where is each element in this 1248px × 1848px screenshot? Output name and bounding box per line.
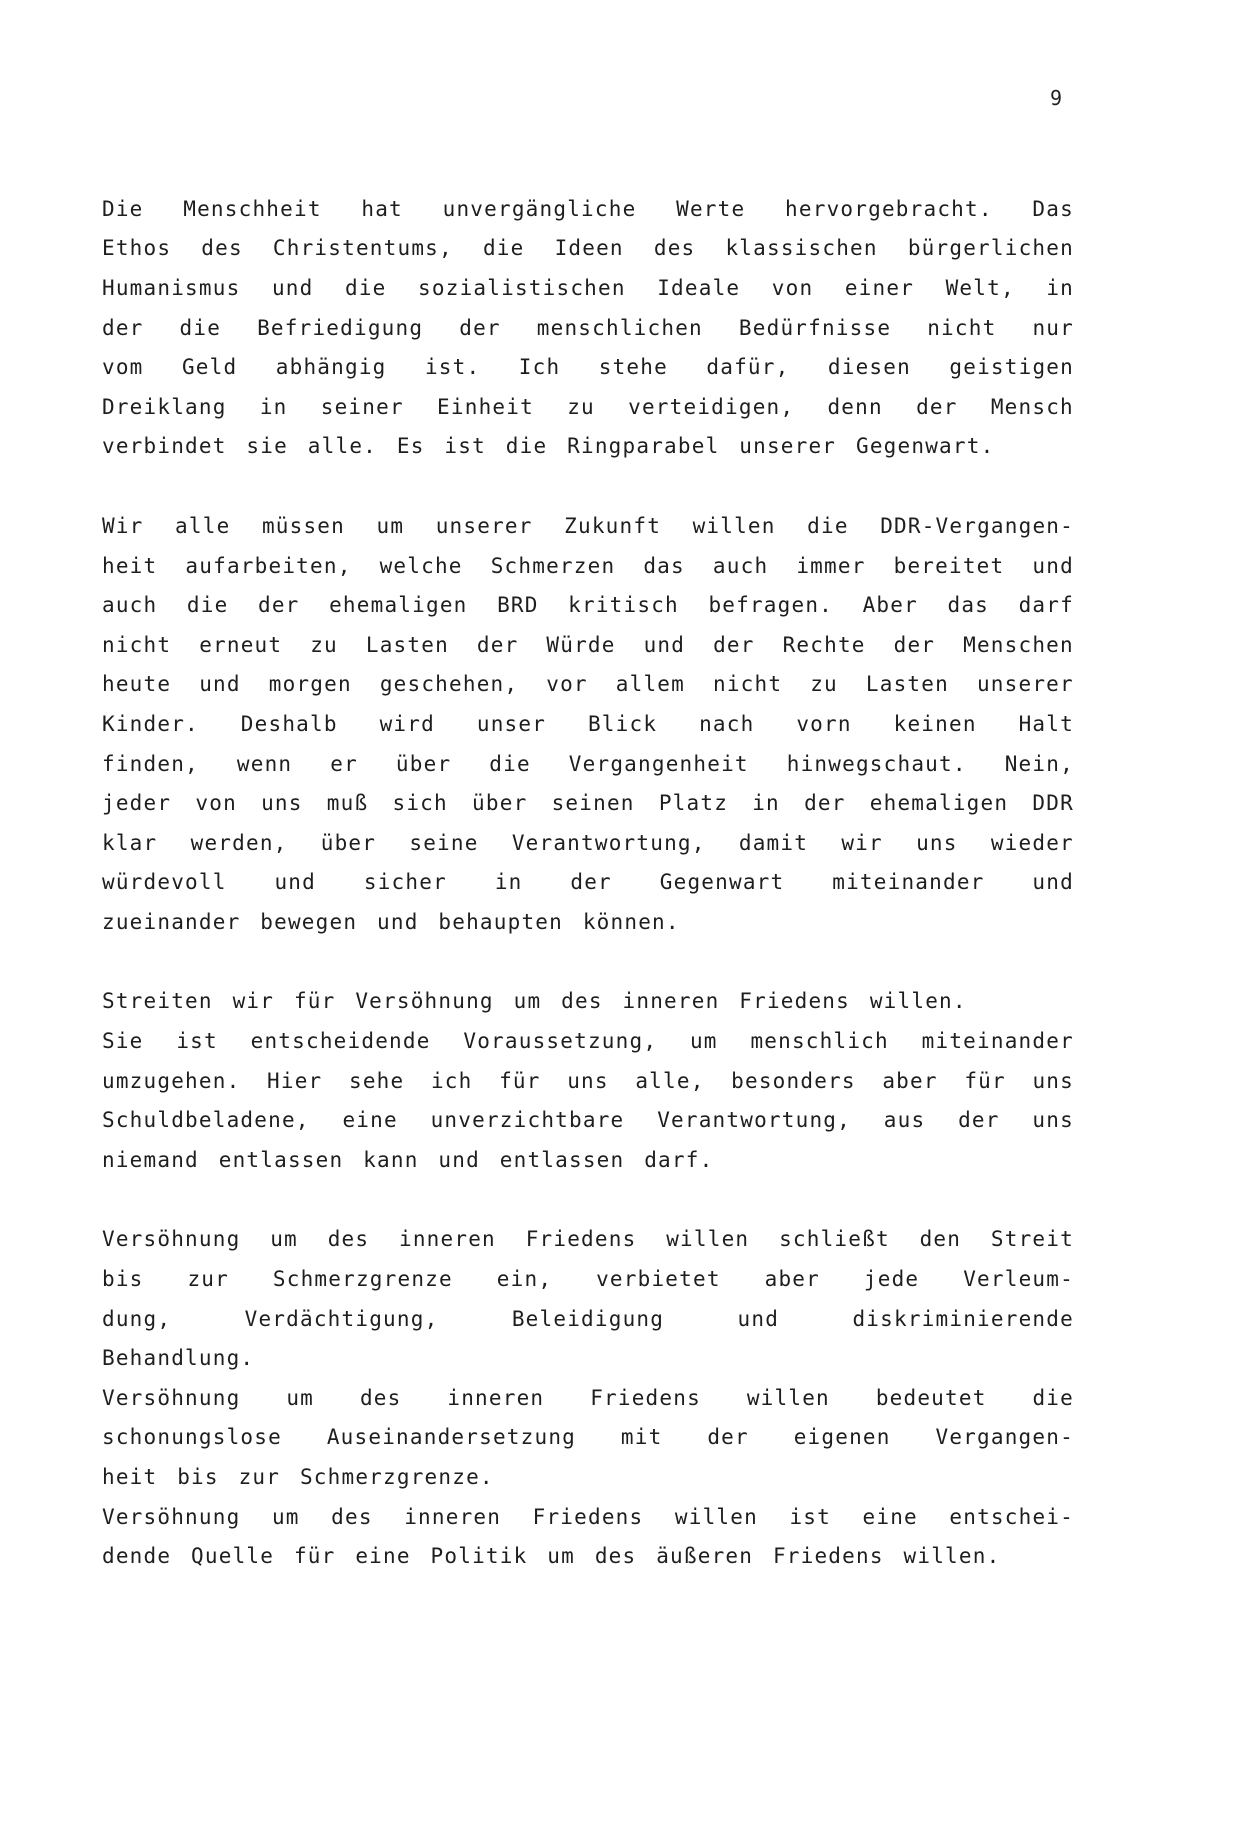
word: willen — [674, 1504, 758, 1529]
word: finden, — [102, 751, 199, 776]
word: unvergängliche — [442, 196, 637, 221]
word: die — [1032, 1385, 1074, 1410]
text-line — [102, 387, 1074, 427]
word: um — [270, 1227, 298, 1252]
text-line — [102, 268, 1074, 308]
word: alle, — [635, 1068, 705, 1093]
word: Platz — [658, 791, 729, 816]
word: Befriedigung — [257, 315, 424, 340]
word: willen — [692, 513, 776, 538]
word: Werte — [676, 196, 746, 221]
word: abhängig — [275, 355, 387, 380]
body-text — [102, 189, 1074, 1616]
word: und — [199, 672, 241, 697]
word: der — [102, 315, 144, 340]
word: denn — [827, 394, 883, 419]
text-line — [102, 229, 1074, 269]
word: Rechte — [782, 632, 866, 657]
word: Kinder. — [102, 711, 199, 736]
word: auch — [102, 593, 158, 618]
word: Gegenwart — [659, 870, 785, 895]
word: und — [737, 1306, 780, 1331]
word: des — [653, 236, 696, 261]
word: verbietet — [596, 1267, 721, 1292]
word: um — [376, 513, 405, 538]
word: willen — [746, 1385, 830, 1410]
text-line — [102, 1061, 1074, 1101]
text-line — [102, 1259, 1074, 1299]
text-line — [102, 1021, 1074, 1061]
word: seinen — [551, 791, 635, 816]
word: Blick — [587, 711, 658, 736]
word: uns — [1032, 1068, 1074, 1093]
word: entschei- — [949, 1504, 1074, 1529]
word: uns — [1032, 1108, 1074, 1133]
word: Schmerzen — [490, 553, 616, 578]
word: menschlich — [750, 1029, 889, 1054]
text-line — [102, 823, 1074, 863]
word: bereitet — [893, 553, 1005, 578]
word: Friedens — [525, 1227, 637, 1252]
text-line — [102, 1497, 1074, 1537]
word: Mensch — [990, 394, 1074, 419]
word: die — [489, 751, 531, 776]
word: Verantwortung, — [511, 830, 706, 855]
word: dung, — [102, 1306, 172, 1331]
word: unserer — [976, 672, 1074, 697]
word: Versöhnung — [102, 1227, 241, 1252]
word: und — [643, 632, 686, 657]
text-line: heit bis zur Schmerzgrenze. — [102, 1465, 494, 1490]
word: Streit — [990, 1227, 1074, 1252]
word: wieder — [990, 830, 1074, 855]
word: muß — [326, 791, 369, 816]
text-line — [102, 546, 1074, 586]
word: der — [707, 1425, 749, 1450]
word: inneren — [404, 1504, 502, 1529]
word: auch — [712, 553, 769, 578]
word: ist — [789, 1504, 831, 1529]
word: vor — [546, 672, 588, 697]
word: Auseinandersetzung — [326, 1425, 577, 1450]
word: Geld — [181, 355, 238, 380]
word: der — [916, 394, 958, 419]
text-line — [102, 783, 1074, 823]
word: der — [713, 632, 755, 657]
word: Verdächtigung, — [244, 1306, 439, 1331]
word: Schmerzgrenze — [272, 1267, 453, 1292]
word: Würde — [546, 632, 616, 657]
word: der — [476, 632, 519, 657]
text-line — [102, 1100, 1074, 1140]
word: diskriminierende — [852, 1306, 1074, 1331]
word: welche — [379, 553, 463, 578]
paragraph — [102, 982, 1074, 1180]
word: bedeutet — [875, 1385, 987, 1410]
word: sozialistischen — [418, 275, 626, 300]
word: schonungslose — [102, 1425, 282, 1450]
word: Verleum- — [963, 1267, 1074, 1292]
word: heit — [102, 553, 158, 578]
word: für — [499, 1068, 541, 1093]
word: er — [330, 751, 358, 776]
word: stehe — [598, 355, 668, 380]
word: Voraussetzung, — [463, 1029, 658, 1054]
word: die — [186, 593, 229, 618]
word: hat — [361, 196, 403, 221]
word: Sie — [102, 1029, 144, 1054]
word: von — [195, 791, 237, 816]
word: miteinander — [921, 1029, 1074, 1054]
word: des — [359, 1385, 402, 1410]
word: des — [331, 1504, 373, 1529]
word: darf — [1018, 593, 1074, 618]
word: nicht — [102, 632, 172, 657]
word: das — [643, 553, 685, 578]
word: Welt, — [945, 275, 1015, 300]
text-line — [102, 189, 1074, 229]
word: aber — [882, 1068, 938, 1093]
word: Dreiklang — [102, 394, 227, 419]
word: nur — [1032, 315, 1074, 340]
word: Schuldbeladene, — [102, 1108, 310, 1133]
word: der — [893, 632, 936, 657]
word: über — [320, 830, 377, 855]
word: und — [271, 275, 314, 300]
word: miteinander — [832, 870, 985, 895]
word: eine — [862, 1504, 918, 1529]
word: klar — [102, 830, 158, 855]
word: in — [494, 870, 523, 895]
word: bürgerlichen — [907, 236, 1074, 261]
text-line — [102, 863, 1074, 903]
text-line — [102, 1378, 1074, 1418]
word: der — [958, 1108, 1000, 1133]
word: Verantwortung, — [657, 1108, 851, 1133]
word: jeder — [102, 791, 172, 816]
text-line — [102, 347, 1074, 387]
word: um — [286, 1385, 315, 1410]
word: müssen — [261, 513, 345, 538]
word: Christentums, — [272, 236, 453, 261]
paragraph — [102, 1220, 1074, 1576]
word: in — [1046, 275, 1074, 300]
word: menschlichen — [536, 315, 703, 340]
word: Das — [1032, 196, 1074, 221]
word: ich — [430, 1068, 473, 1093]
word: der — [804, 791, 846, 816]
word: Friedens — [532, 1504, 644, 1529]
word: ist — [176, 1029, 218, 1054]
word: nach — [699, 711, 755, 736]
word: ein, — [496, 1267, 553, 1292]
word: über — [395, 751, 452, 776]
text-line — [102, 585, 1074, 625]
paragraph — [102, 506, 1074, 942]
word: würdevoll — [102, 870, 227, 895]
word: uns — [567, 1068, 609, 1093]
word: hervorgebracht. — [785, 196, 993, 221]
word: Ich — [518, 355, 561, 380]
text-line — [102, 744, 1074, 784]
word: heute — [102, 672, 172, 697]
word: eine — [342, 1108, 398, 1133]
word: Die — [102, 196, 144, 221]
word: uns — [261, 791, 303, 816]
text-line — [102, 1220, 1074, 1260]
word: befragen. — [708, 593, 834, 618]
word: wir — [841, 830, 883, 855]
word: geschehen, — [379, 672, 519, 697]
word: nicht — [927, 315, 997, 340]
page-number: 9 — [1050, 86, 1063, 110]
word: Hier — [267, 1068, 323, 1093]
text-line: Behandlung. — [102, 1346, 255, 1371]
word: BRD — [497, 593, 539, 618]
word: verteidigen, — [628, 394, 795, 419]
word: der — [258, 593, 300, 618]
word: alle — [175, 513, 231, 538]
word: Vergangenheit — [568, 751, 749, 776]
text-line — [102, 625, 1074, 665]
word: die — [807, 513, 849, 538]
text-line — [102, 1418, 1074, 1458]
word: hinwegschaut. — [786, 751, 967, 776]
text-line: niemand entlassen kann und entlassen darf. — [102, 1147, 714, 1172]
word: das — [947, 593, 990, 618]
word: unserer — [435, 513, 533, 538]
word: DDR — [1032, 791, 1074, 816]
word: Wir — [102, 513, 144, 538]
word: Menschheit — [183, 196, 322, 221]
word: Halt — [1018, 711, 1074, 736]
text-line — [102, 704, 1074, 744]
word: einer — [844, 275, 915, 300]
word: unser — [476, 711, 547, 736]
word: seine — [409, 830, 479, 855]
word: inneren — [447, 1385, 545, 1410]
word: Friedens — [590, 1385, 701, 1410]
word: aber — [764, 1267, 820, 1292]
word: sicher — [363, 870, 447, 895]
word: in — [752, 791, 780, 816]
word: keinen — [893, 711, 977, 736]
word: Einheit — [437, 394, 534, 419]
word: Beleidigung — [511, 1306, 665, 1331]
word: eigenen — [793, 1425, 891, 1450]
word: Menschen — [963, 632, 1074, 657]
paragraph — [102, 189, 1074, 466]
word: schließt — [779, 1227, 890, 1252]
word: der — [570, 870, 612, 895]
word: und — [1032, 870, 1074, 895]
word: für — [964, 1068, 1006, 1093]
word: in — [259, 394, 288, 419]
word: inneren — [399, 1227, 496, 1252]
word: Lasten — [865, 672, 949, 697]
word: umzugehen. — [102, 1068, 241, 1093]
word: klassischen — [725, 236, 878, 261]
word: nicht — [713, 672, 783, 697]
word: wenn — [236, 751, 293, 776]
word: Lasten — [365, 632, 449, 657]
word: Humanismus — [102, 275, 241, 300]
word: jede — [863, 1267, 920, 1292]
text-line: Streiten wir für Versöhnung um des inneren Friedens willen. — [102, 989, 967, 1014]
word: vom — [102, 355, 144, 380]
word: allem — [615, 672, 685, 697]
word: seiner — [320, 394, 404, 419]
word: DDR-Vergangen- — [880, 513, 1074, 538]
word: Aber — [862, 593, 918, 618]
word: und — [1032, 553, 1074, 578]
word: uns — [916, 830, 958, 855]
text-line — [102, 308, 1074, 348]
word: vorn — [796, 711, 852, 736]
text-line — [102, 1299, 1074, 1339]
word: Versöhnung — [102, 1504, 241, 1529]
word: entscheidende — [250, 1029, 431, 1054]
word: mit — [620, 1425, 663, 1450]
word: die — [345, 275, 387, 300]
word: Zukunft — [564, 513, 662, 538]
word: der — [459, 315, 501, 340]
word: Ideen — [554, 236, 624, 261]
word: ehemaligen — [869, 791, 1009, 816]
word: Vergangen- — [935, 1425, 1074, 1450]
word: zur — [187, 1267, 229, 1292]
word: von — [771, 275, 814, 300]
word: erneut — [199, 632, 283, 657]
word: Bedürfnisse — [738, 315, 892, 340]
word: dafür, — [706, 355, 790, 380]
word: des — [201, 236, 243, 261]
word: Nein, — [1004, 751, 1074, 776]
word: werden, — [190, 830, 288, 855]
word: Ideale — [657, 275, 741, 300]
word: um — [271, 1504, 300, 1529]
word: kritisch — [568, 593, 679, 618]
text-line — [102, 506, 1074, 546]
word: zu — [567, 394, 595, 419]
word: damit — [738, 830, 809, 855]
word: den — [919, 1227, 962, 1252]
word: bis — [102, 1267, 144, 1292]
word: aus — [883, 1108, 926, 1133]
word: unverzichtbare — [430, 1108, 625, 1133]
word: willen — [666, 1227, 750, 1252]
word: sehe — [349, 1068, 405, 1093]
word: ist. — [424, 355, 481, 380]
word: zu — [810, 672, 838, 697]
word: die — [482, 236, 525, 261]
word: morgen — [268, 672, 352, 697]
word: diesen — [827, 355, 911, 380]
word: und — [274, 870, 316, 895]
word: die — [179, 315, 222, 340]
word: ehemaligen — [329, 593, 468, 618]
word: aufarbeiten, — [185, 553, 352, 578]
word: immer — [796, 553, 866, 578]
word: Deshalb — [240, 711, 338, 736]
text-line: dende Quelle für eine Politik um des äußeren Friedens willen. — [102, 1544, 1001, 1569]
word: um — [689, 1029, 718, 1054]
word: wird — [379, 711, 435, 736]
word: zu — [310, 632, 338, 657]
word: Ethos — [102, 236, 172, 261]
word: über — [472, 791, 528, 816]
word: Versöhnung — [102, 1385, 241, 1410]
word: geistigen — [949, 355, 1074, 380]
text-line: verbindet sie alle. Es ist die Ringparabel unserer Gegenwart. — [102, 434, 995, 459]
word: des — [327, 1227, 370, 1252]
text-line: zueinander bewegen und behaupten können. — [102, 909, 680, 934]
text-line — [102, 665, 1074, 705]
word: besonders — [731, 1068, 856, 1093]
word: sich — [392, 791, 448, 816]
